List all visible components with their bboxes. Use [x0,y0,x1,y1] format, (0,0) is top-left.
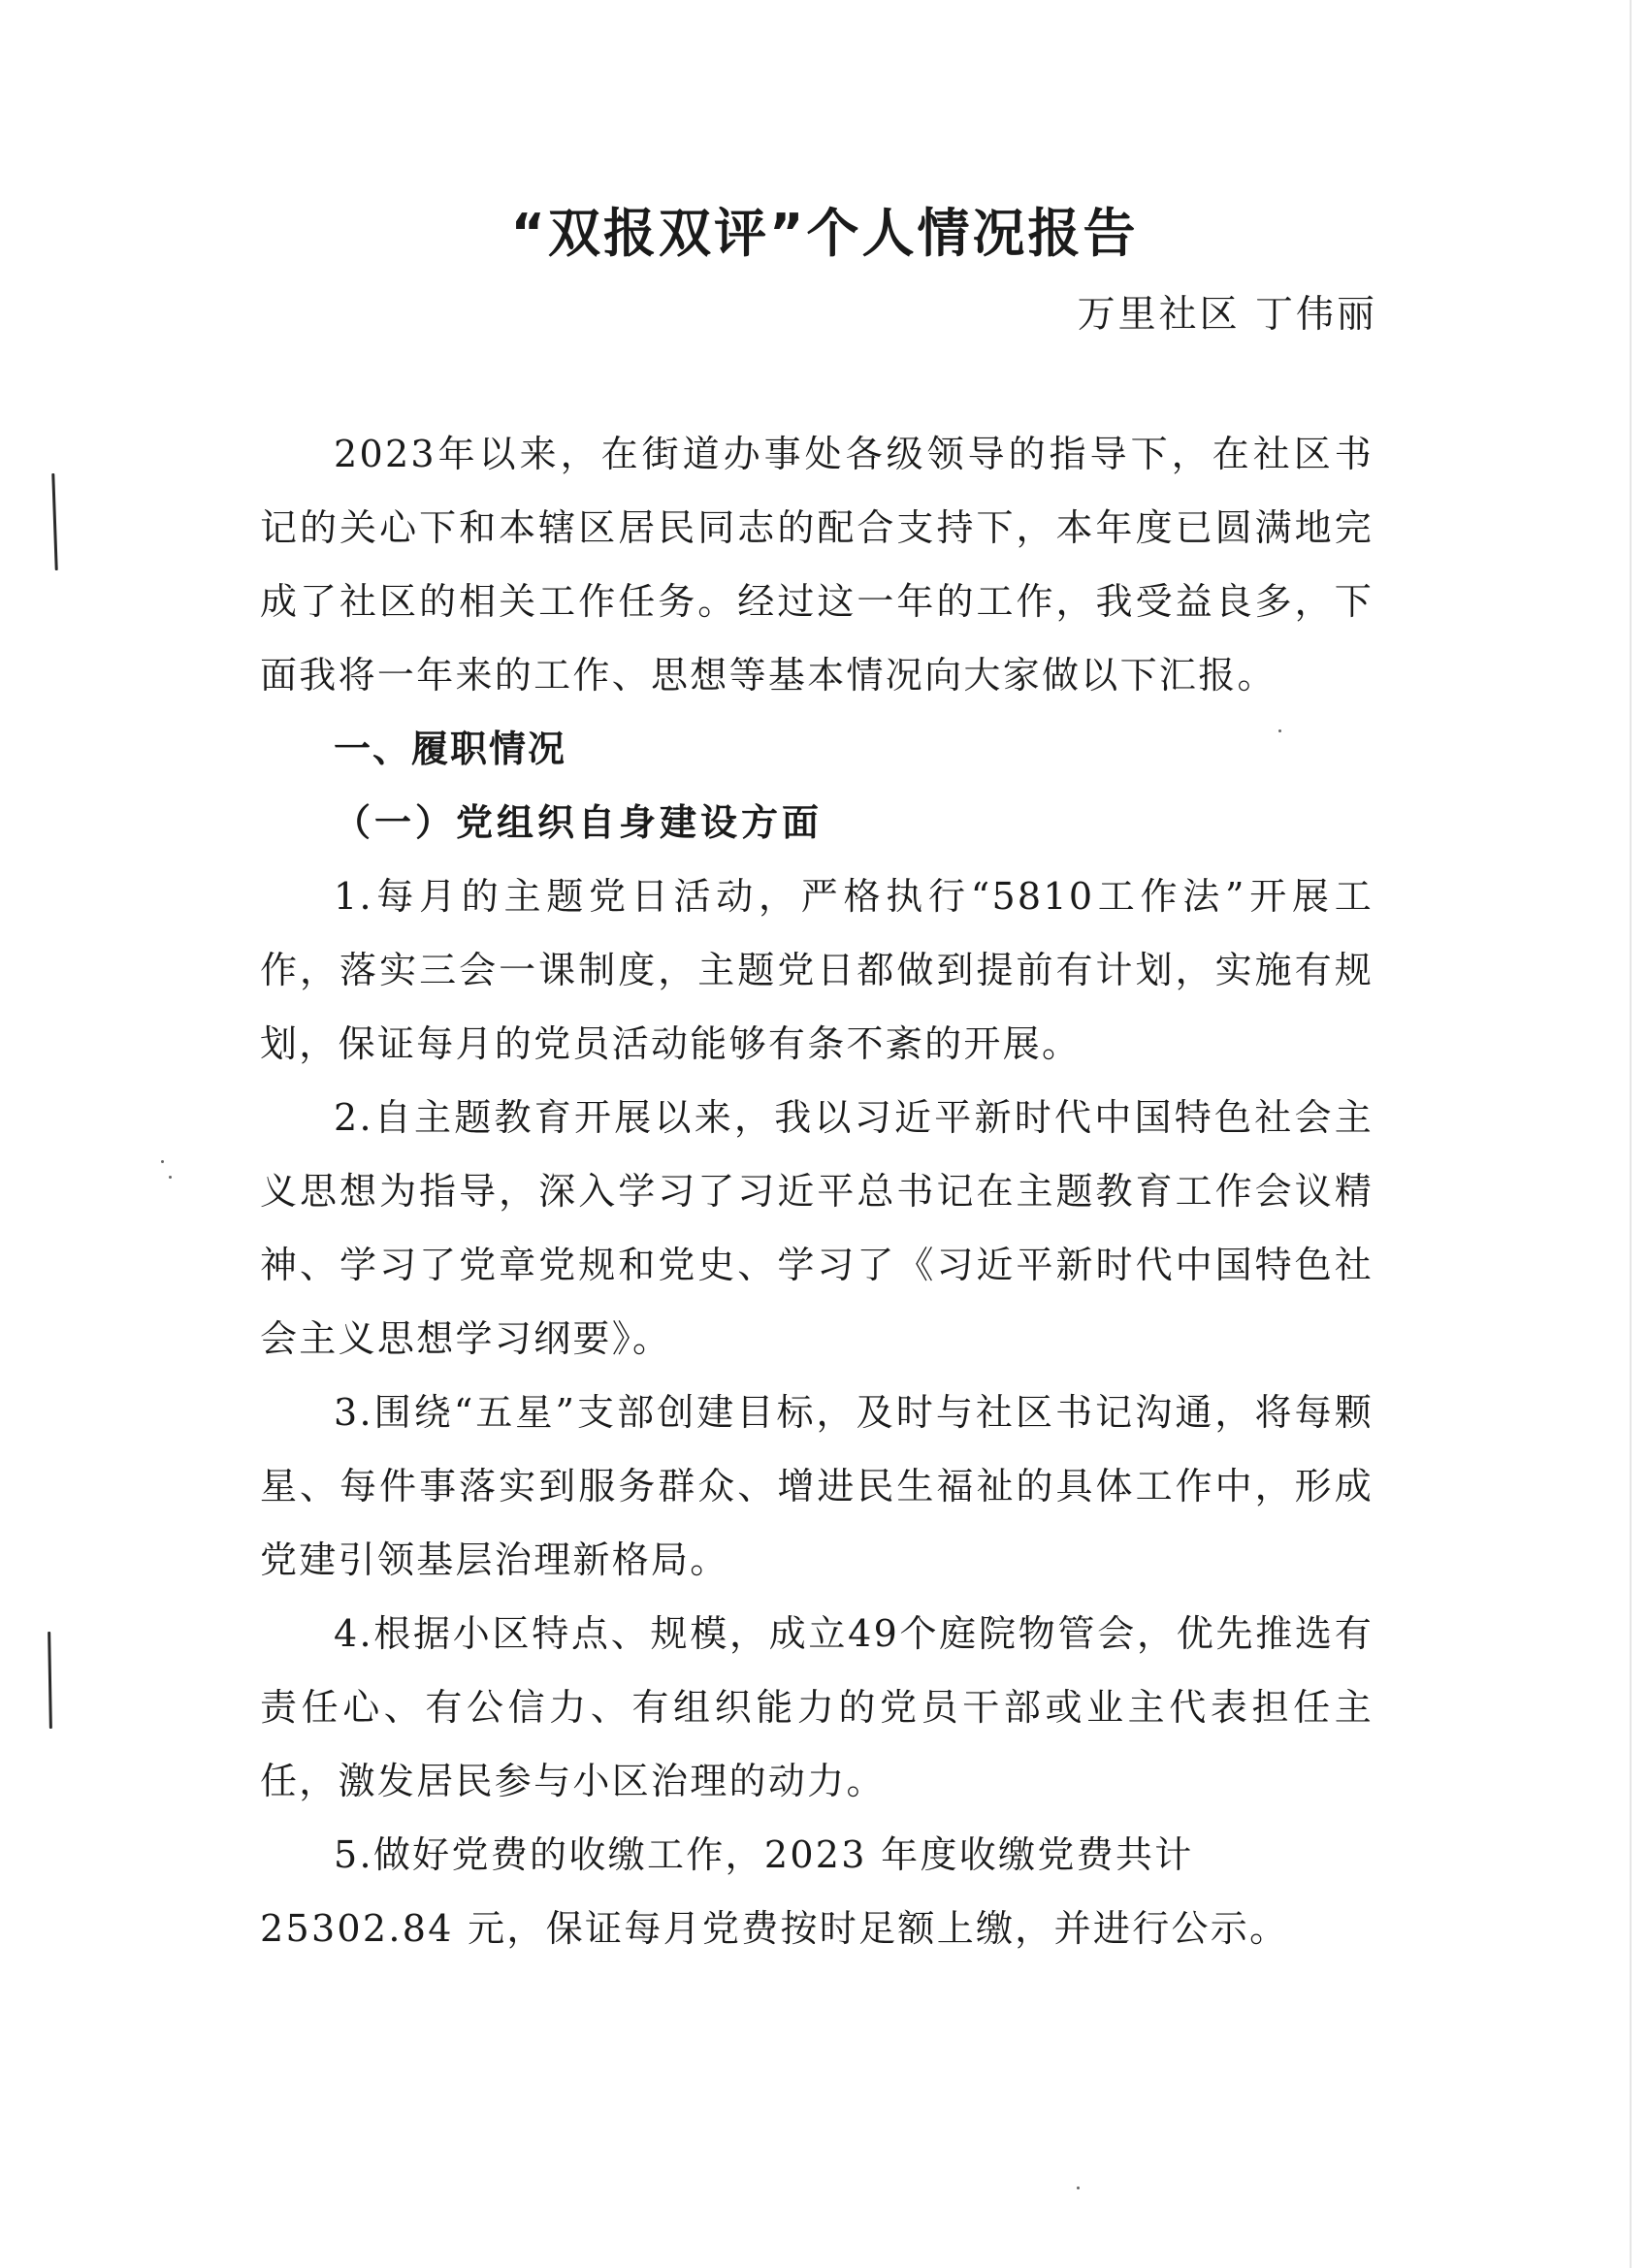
section-heading: 一、履职情况 [334,728,567,770]
document-title: “双报双评”个人情况报告 [510,203,1139,264]
list-item: 4.根据小区特点、规模，成立49个庭院物管会，优先推选有责任心、有公信力、有组织能力的党员干部或业主代表担任主任，激发居民参与小区治理的动力。 [260,1612,1374,1802]
document-body [260,417,1374,1965]
list-item: 2.自主题教育开展以来，我以习近平新时代中国特色社会主义思想为指导，深入学习了习近平总书记在主题教育工作会议精神、学习了党章党规和党史、学习了《习近平新时代中国特色社会主义思想学习纲要》。 [260,1096,1374,1360]
intro-paragraph: 2023年以来，在街道办事处各级领导的指导下，在社区书记的关心下和本辖区居民同志的配合支持下，本年度已圆满地完成了社区的相关工作任务。经过这一年的工作，我受益良多，下面我将一年来的工作、思想等基本情况向大家做以下汇报。 [260,433,1374,697]
list-item: 1.每月的主题党日活动，严格执行“5810工作法”开展工作，落实三会一课制度，主题党日都做到提前有计划，实施有规划，保证每月的党员活动能够有条不紊的开展。 [260,875,1374,1065]
author-line: 万里社区 丁伟丽 [1077,293,1377,337]
list-item-5-line-1: 5.做好党费的收缴工作，2023 年度收缴党费共计 [334,1833,1194,1876]
list-item-5-line-2: 25302.84 元，保证每月党费按时足额上缴，并进行公示。 [260,1907,1289,1950]
subsection-heading: （一）党组织自身建设方面 [334,800,824,844]
list-item: 3.围绕“五星”支部创建目标，及时与社区书记沟通，将每颗星、每件事落实到服务群众、增进民生福祉的具体工作中，形成党建引领基层治理新格局。 [260,1391,1374,1581]
